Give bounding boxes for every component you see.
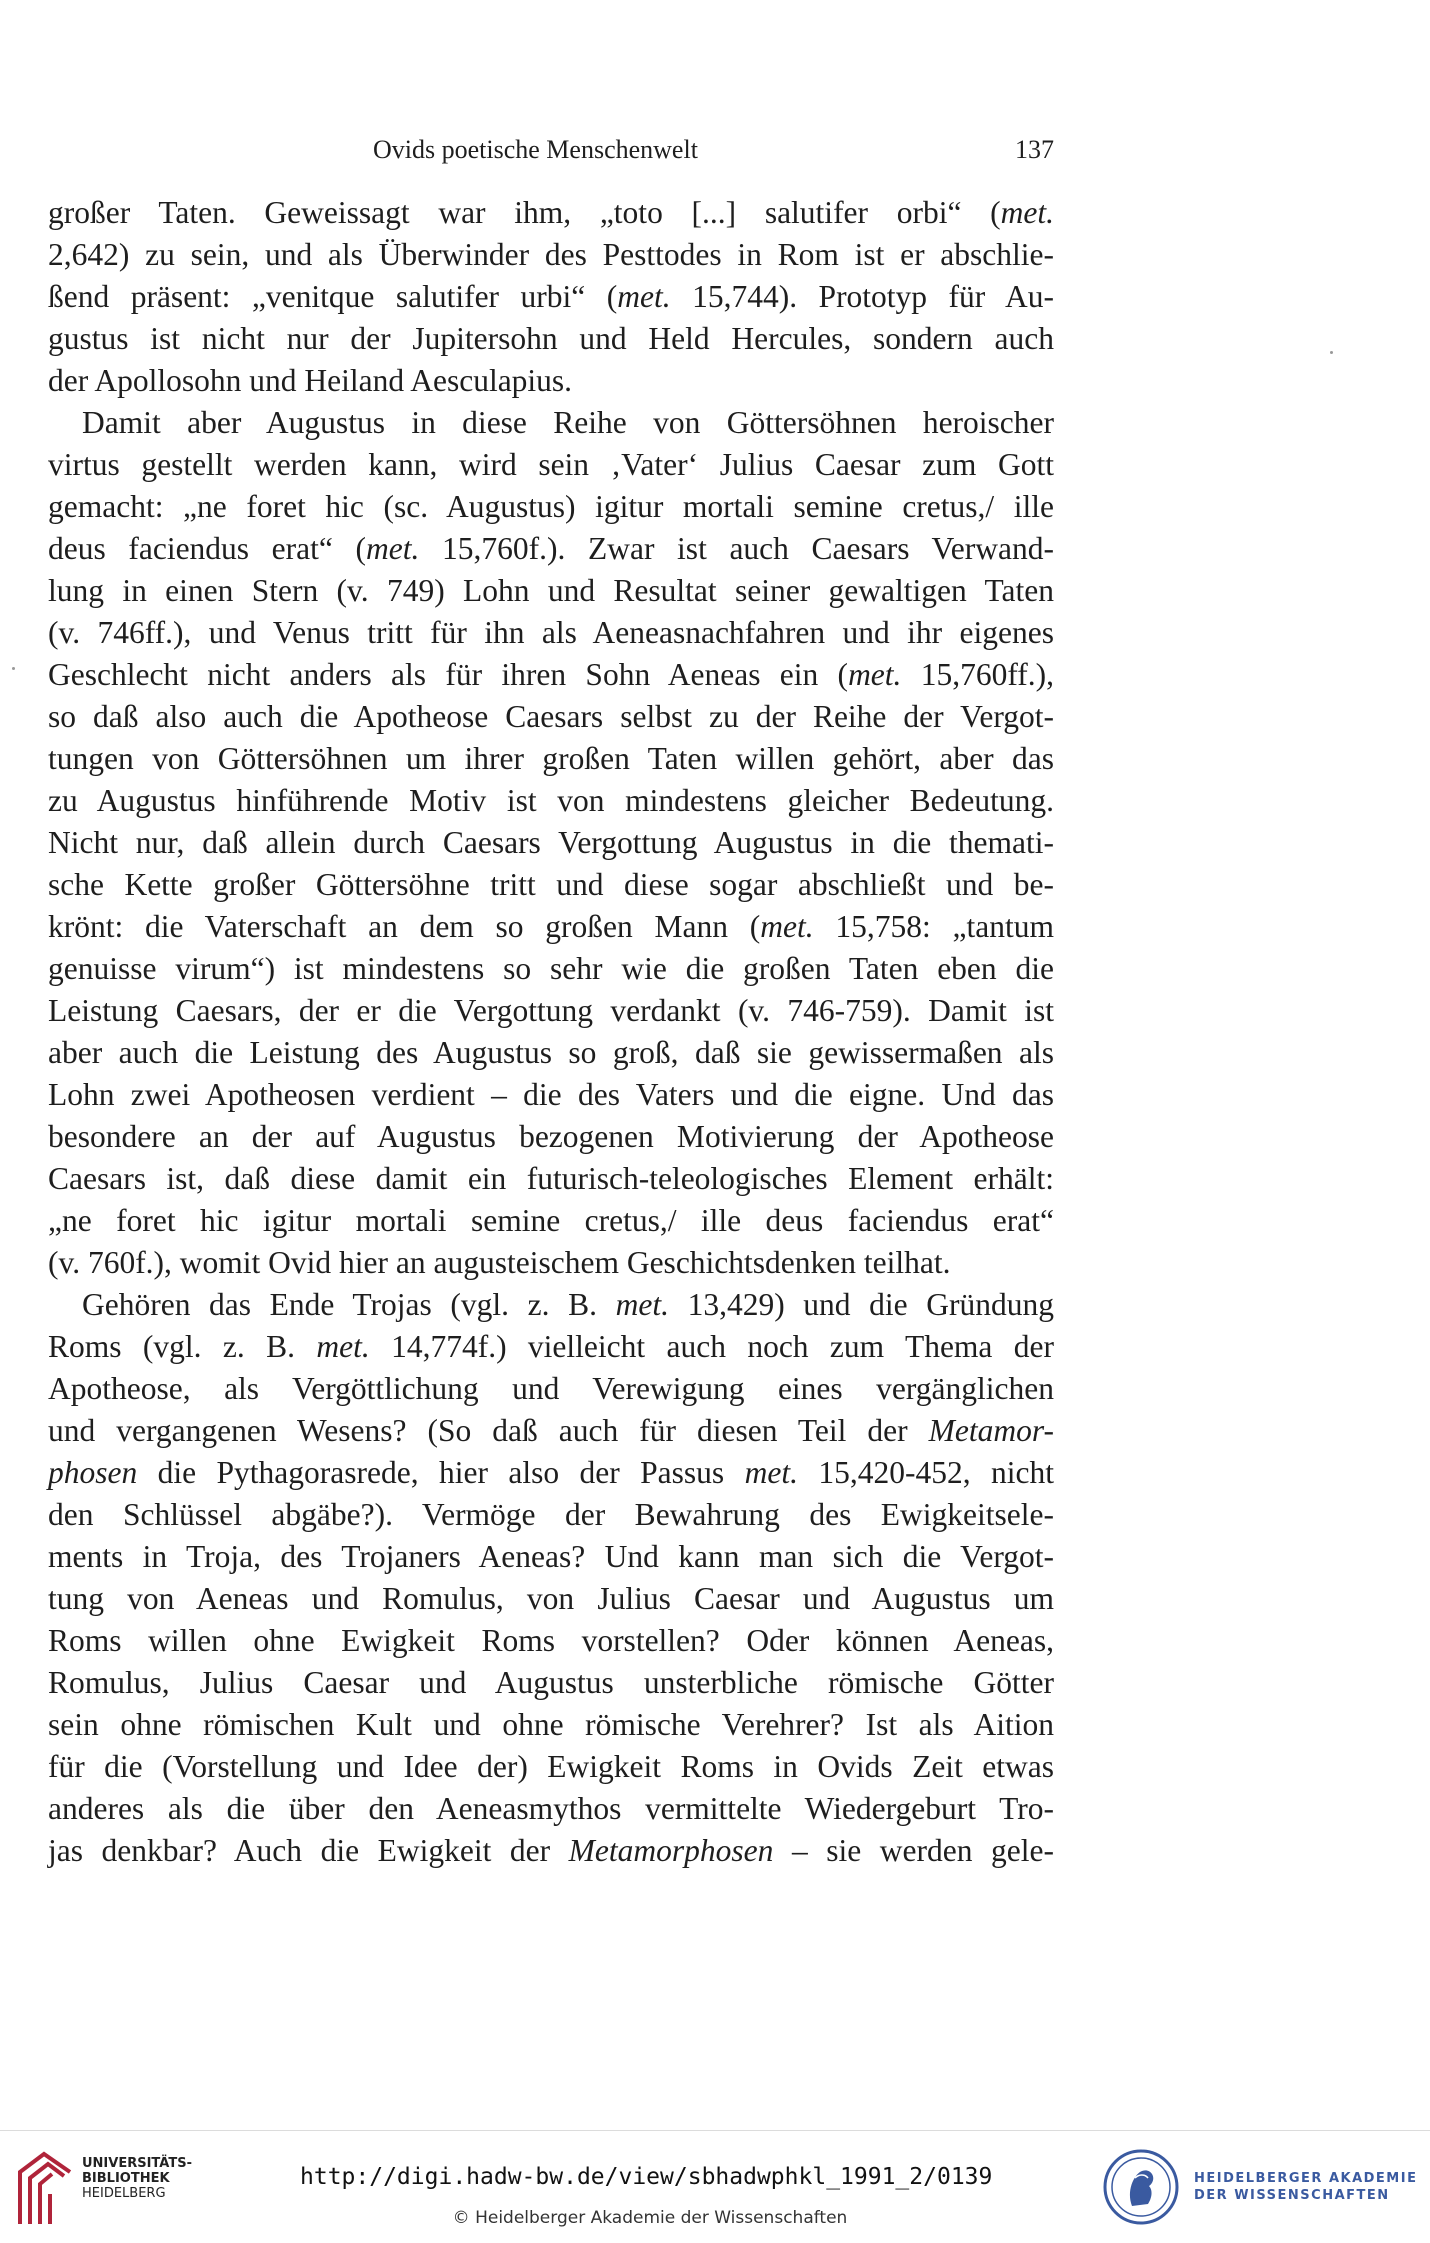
text-line xyxy=(48,990,1054,1032)
text-run: den Schlüssel abgäbe?). Vermöge der Bewahrung des Ewigkeitsele- xyxy=(48,1497,1054,1532)
text-line xyxy=(48,318,1054,360)
italic-run: met. xyxy=(744,1455,798,1490)
text-run: tung von Aeneas und Romulus, von Julius Caesar und Augustus um xyxy=(48,1581,1054,1616)
text-run: ßend präsent: „venitque salutifer urbi“ ( xyxy=(48,279,618,314)
text-line xyxy=(48,1242,1054,1284)
text-line xyxy=(48,1116,1054,1158)
academy-name xyxy=(1194,2170,1417,2204)
text-run: (v. 760f.), womit Ovid hier an augusteischem Geschichtsdenken teilhat. xyxy=(48,1245,951,1280)
text-line xyxy=(48,1368,1054,1410)
text-run: aber auch die Leistung des Augustus so groß, daß sie gewissermaßen als xyxy=(48,1035,1054,1070)
text-run: der Apollosohn und Heiland Aesculapius. xyxy=(48,363,573,398)
text-run: gustus ist nicht nur der Jupitersohn und Held Hercules, sondern auch xyxy=(48,321,1054,356)
text-line xyxy=(48,1410,1054,1452)
body-text xyxy=(48,192,1054,1872)
text-run: Roms willen ohne Ewigkeit Roms vorstellen? Oder können Aeneas, xyxy=(48,1623,1054,1658)
text-line xyxy=(48,780,1054,822)
text-line xyxy=(48,1536,1054,1578)
text-line xyxy=(48,192,1054,234)
text-run: 15,760ff.), xyxy=(901,657,1055,692)
text-line xyxy=(48,738,1054,780)
italic-run: Metamor- xyxy=(928,1413,1054,1448)
scan-speck xyxy=(1330,351,1333,354)
text-run: besondere an der auf Augustus bezogenen Motivierung der Apotheose xyxy=(48,1119,1054,1154)
text-line xyxy=(48,1704,1054,1746)
text-run: Leistung Caesars, der er die Vergottung verdankt (v. 746-759). Damit ist xyxy=(48,993,1054,1028)
academy-line-2: DER WISSENSCHAFTEN xyxy=(1194,2188,1390,2203)
text-line xyxy=(48,1074,1054,1116)
text-line xyxy=(48,822,1054,864)
text-run: 15,758: „tantum xyxy=(813,909,1054,944)
text-run: anderes als die über den Aeneasmythos vermittelte Wiedergeburt Tro- xyxy=(48,1791,1054,1826)
text-line xyxy=(48,1788,1054,1830)
text-line xyxy=(48,1158,1054,1200)
text-line xyxy=(48,444,1054,486)
text-run: lung in einen Stern (v. 749) Lohn und Resultat seiner gewaltigen Taten xyxy=(48,573,1054,608)
text-line xyxy=(48,528,1054,570)
text-run: zu Augustus hinführende Motiv ist von mindestens gleicher Bedeutung. xyxy=(48,783,1054,818)
library-line-1: UNIVERSITÄTS- xyxy=(82,2156,192,2171)
text-line xyxy=(48,276,1054,318)
text-line xyxy=(48,360,1054,402)
italic-run: met. xyxy=(760,909,814,944)
text-line xyxy=(48,402,1054,444)
text-run: sein ohne römischen Kult und ohne römische Verehrer? Ist als Aition xyxy=(48,1707,1054,1742)
text-line xyxy=(48,486,1054,528)
text-run: (v. 746ff.), und Venus tritt für ihn als Aeneasnachfahren und ihr eigenes xyxy=(48,615,1054,650)
text-run: deus faciendus erat“ ( xyxy=(48,531,366,566)
italic-run: met. xyxy=(366,531,420,566)
italic-run: met. xyxy=(316,1329,370,1364)
text-line xyxy=(48,1620,1054,1662)
text-run: so daß also auch die Apotheose Caesars selbst zu der Reihe der Vergot- xyxy=(48,699,1054,734)
text-line xyxy=(48,1494,1054,1536)
italic-run: phosen xyxy=(48,1455,138,1490)
page-header xyxy=(48,130,1054,170)
text-run: Nicht nur, daß allein durch Caesars Vergottung Augustus in die themati- xyxy=(48,825,1054,860)
text-line xyxy=(48,906,1054,948)
page-footer xyxy=(0,2130,1430,2243)
text-run: 15,744). Prototyp für Au- xyxy=(670,279,1055,314)
text-run: 14,774f.) vielleicht auch noch zum Thema der xyxy=(369,1329,1054,1364)
text-run: Gehören das Ende Trojas (vgl. z. B. xyxy=(82,1287,616,1322)
text-line xyxy=(48,1326,1054,1368)
library-line-3: HEIDELBERG xyxy=(82,2186,166,2201)
text-run: 15,420-452, nicht xyxy=(797,1455,1054,1490)
italic-run: met. xyxy=(848,657,902,692)
text-line xyxy=(48,1578,1054,1620)
text-run: krönt: die Vaterschaft an dem so großen Mann ( xyxy=(48,909,761,944)
text-line xyxy=(48,654,1054,696)
text-run: tungen von Göttersöhnen um ihrer großen Taten willen gehört, aber das xyxy=(48,741,1054,776)
text-run: Caesars ist, daß diese damit ein futurisch-teleologisches Element erhält: xyxy=(48,1161,1054,1196)
text-run: jas denkbar? Auch die Ewigkeit der xyxy=(48,1833,569,1868)
scan-speck xyxy=(12,667,15,670)
text-run: 15,760f.). Zwar ist auch Caesars Verwand- xyxy=(419,531,1054,566)
text-run: genuisse virum“) ist mindestens so sehr wie die großen Taten eben die xyxy=(48,951,1054,986)
text-run: 13,429) und die Gründung xyxy=(668,1287,1054,1322)
text-run: für die (Vorstellung und Idee der) Ewigkeit Roms in Ovids Zeit etwas xyxy=(48,1749,1054,1784)
text-run: die Pythagorasrede, hier also der Passus xyxy=(137,1455,745,1490)
text-run: virtus gestellt werden kann, wird sein ‚Vater‘ Julius Caesar zum Gott xyxy=(48,447,1054,482)
running-title: Ovids poetische Menschenwelt xyxy=(373,135,698,164)
footer-rule xyxy=(0,2130,1430,2131)
text-line xyxy=(48,1662,1054,1704)
italic-run: met. xyxy=(615,1287,669,1322)
text-line xyxy=(48,1746,1054,1788)
text-run: – sie werden gele- xyxy=(773,1833,1054,1868)
text-line xyxy=(48,1032,1054,1074)
university-library-name xyxy=(82,2156,192,2201)
italic-run: met. xyxy=(1000,195,1054,230)
academy-seal-icon xyxy=(1102,2148,1180,2226)
text-line xyxy=(48,612,1054,654)
text-line xyxy=(48,570,1054,612)
text-line xyxy=(48,696,1054,738)
text-run: und vergangenen Wesens? (So daß auch für diesen Teil der xyxy=(48,1413,929,1448)
text-run: Geschlecht nicht anders als für ihren Sohn Aeneas ein ( xyxy=(48,657,849,692)
university-library-logo-icon xyxy=(14,2150,76,2226)
text-run: großer Taten. Geweissagt war ihm, „toto [...] salutifer orbi“ ( xyxy=(48,195,1001,230)
copyright-notice: © Heidelberger Akademie der Wissenschaften xyxy=(452,2208,848,2228)
library-line-2: BIBLIOTHEK xyxy=(82,2171,170,2186)
text-run: Damit aber Augustus in diese Reihe von Göttersöhnen heroischer xyxy=(82,405,1054,440)
text-run: Lohn zwei Apotheosen verdient – die des Vaters und die eigne. Und das xyxy=(48,1077,1054,1112)
text-run: „ne foret hic igitur mortali semine cretus,/ ille deus faciendus erat“ xyxy=(48,1203,1054,1238)
text-line xyxy=(48,864,1054,906)
text-line xyxy=(48,1452,1054,1494)
permalink-url[interactable]: http://digi.hadw-bw.de/view/sbhadwphkl_1991_2/0139 xyxy=(300,2164,993,2190)
page-number: 137 xyxy=(1015,135,1054,164)
text-run: gemacht: „ne foret hic (sc. Augustus) igitur mortali semine cretus,/ ille xyxy=(48,489,1054,524)
text-line xyxy=(48,1284,1054,1326)
text-line xyxy=(48,1200,1054,1242)
italic-run: Metamorphosen xyxy=(568,1833,774,1868)
text-run: sche Kette großer Göttersöhne tritt und diese sogar abschließt und be- xyxy=(48,867,1054,902)
text-line xyxy=(48,1830,1054,1872)
text-run: Apotheose, als Vergöttlichung und Verewigung eines vergänglichen xyxy=(48,1371,1054,1406)
italic-run: met. xyxy=(617,279,671,314)
text-run: ments in Troja, des Trojaners Aeneas? Und kann man sich die Vergot- xyxy=(48,1539,1054,1574)
text-run: Roms (vgl. z. B. xyxy=(48,1329,317,1364)
text-run: Romulus, Julius Caesar und Augustus unsterbliche römische Götter xyxy=(48,1665,1054,1700)
academy-line-1: HEIDELBERGER AKADEMIE xyxy=(1194,2171,1418,2186)
text-line xyxy=(48,234,1054,276)
text-line xyxy=(48,948,1054,990)
text-run: 2,642) zu sein, und als Überwinder des Pesttodes in Rom ist er abschlie- xyxy=(48,237,1054,272)
